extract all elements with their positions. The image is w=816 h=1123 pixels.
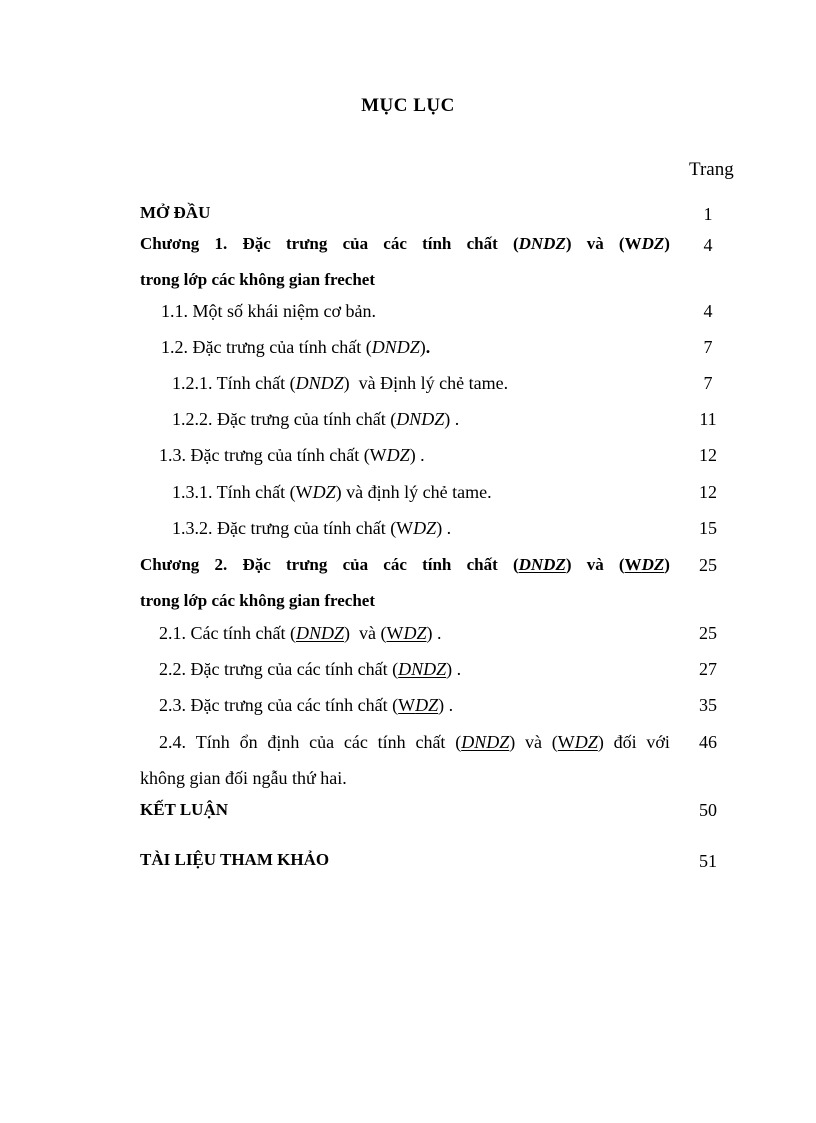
word: Đặc (242, 234, 271, 253)
property-wdz-underlined: (WDZ) (618, 555, 670, 574)
toc-entry-2-4: 2.4. Tính ổn định của các tính chất (DNDZ) và (WDZ) đối với (159, 732, 670, 752)
toc-entry-chapter-2 (140, 554, 670, 576)
toc-page-number: 51 (699, 851, 717, 871)
page-title: MỤC LỤC (361, 95, 455, 116)
toc-page-number: 4 (703, 301, 713, 321)
word: các (383, 555, 407, 574)
toc-entry-2-1: 2.1. Các tính chất (DNDZ) và (WDZ) . (159, 623, 442, 643)
toc-entry-references: TÀI LIỆU THAM KHẢO (140, 850, 330, 869)
toc-page-number: 46 (699, 732, 717, 752)
chapter-word: Chương (140, 555, 200, 574)
word: Đặc (242, 555, 271, 574)
toc-entry-2-3: 2.3. Đặc trưng của các tính chất (WDZ) . (159, 695, 454, 715)
toc-entry-1-2-1: 1.2.1. Tính chất (DNDZ) và Định lý chẻ tame. (172, 373, 509, 393)
toc-entry-introduction (140, 202, 670, 224)
toc-page-number: 50 (699, 800, 717, 820)
word: trưng (286, 555, 328, 574)
toc-page-number: 35 (699, 695, 717, 715)
property-wdz: (WDZ) (618, 234, 670, 253)
toc-entry-1-2: 1.2. Đặc trưng của tính chất (DNDZ). (161, 337, 431, 357)
toc-page-number: 15 (699, 518, 717, 538)
word: trưng (286, 234, 328, 253)
toc-entry-1-3-2: 1.3.2. Đặc trưng của tính chất (WDZ) . (172, 518, 452, 538)
toc-entry-chapter-1 (140, 233, 670, 255)
toc-page-number: 1 (703, 204, 713, 224)
toc-page-number: 4 (703, 235, 713, 255)
toc-page-number: 25 (699, 555, 717, 575)
toc-page-number: 11 (699, 409, 717, 429)
word: và (586, 555, 604, 574)
toc-page-number: 27 (699, 659, 717, 679)
word: tính (422, 234, 452, 253)
toc-page-number: 12 (699, 445, 717, 465)
chapter-word: Chương (140, 234, 200, 253)
word: các (383, 234, 407, 253)
toc-entry-1-2-2: 1.2.2. Đặc trưng của tính chất (DNDZ) . (172, 409, 460, 429)
toc-page-number: 12 (699, 482, 717, 502)
word: tính (422, 555, 452, 574)
word: của (342, 234, 369, 253)
toc-entry-2-2: 2.2. Đặc trưng của các tính chất (DNDZ) . (159, 659, 462, 679)
chapter-number: 1. (214, 234, 228, 253)
toc-entry-conclusion: KẾT LUẬN (140, 800, 229, 819)
toc-entry-label: MỞ ĐẦU (140, 203, 211, 222)
toc-page-number: 7 (703, 337, 713, 357)
toc-entry-chapter-2-continued: trong lớp các không gian frechet (140, 591, 375, 610)
word: chất (466, 234, 498, 253)
page-column-label: Trang (689, 159, 734, 180)
toc-entry-1-3: 1.3. Đặc trưng của tính chất (WDZ) . (159, 445, 425, 465)
toc-entry-chapter-1-continued: trong lớp các không gian frechet (140, 270, 375, 289)
word: của (342, 555, 369, 574)
toc-entry-1-1: 1.1. Một số khái niệm cơ bản. (161, 301, 376, 321)
property-dndz: (DNDZ) (512, 234, 572, 253)
toc-page-number: 7 (703, 373, 713, 393)
word: chất (466, 555, 498, 574)
toc-page-number: 25 (699, 623, 717, 643)
toc-entry-1-3-1: 1.3.1. Tính chất (WDZ) và định lý chẻ tame. (172, 482, 492, 502)
toc-entry-2-4-continued: không gian đối ngẫu thứ hai. (140, 768, 347, 788)
chapter-number: 2. (214, 555, 228, 574)
property-dndz-underlined: (DNDZ) (512, 555, 572, 574)
word: và (586, 234, 604, 253)
